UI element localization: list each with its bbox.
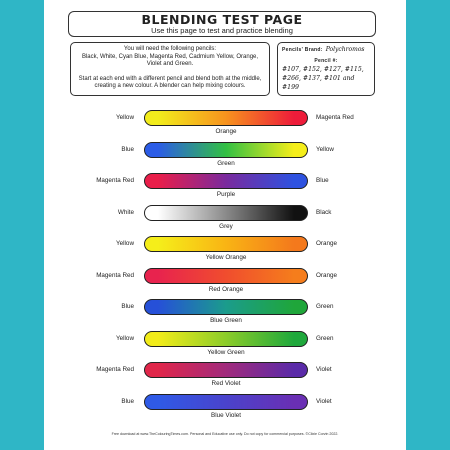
blend-swatch bbox=[144, 362, 308, 378]
blend-swatch bbox=[144, 331, 308, 347]
blend-row bbox=[44, 331, 406, 361]
blend-swatch bbox=[144, 142, 308, 158]
pencil-numbers bbox=[282, 65, 370, 92]
brand-box bbox=[277, 42, 375, 96]
blend-swatch bbox=[144, 236, 308, 252]
blend-swatch bbox=[144, 299, 308, 315]
blend-swatch bbox=[144, 394, 308, 410]
blend-row bbox=[44, 268, 406, 298]
result-colour-label: Red Violet bbox=[211, 380, 241, 387]
end-colour-label: Orange bbox=[316, 271, 338, 279]
brand-value: Polychromos bbox=[325, 46, 365, 53]
start-colour-label: Magenta Red bbox=[96, 271, 134, 279]
result-colour-label: Yellow Green bbox=[207, 348, 245, 356]
page-title: BLENDING TEST PAGE bbox=[141, 12, 303, 27]
brand-label: Pencils' Brand: bbox=[282, 47, 323, 53]
instructions-line-1: You will need the following pencils: bbox=[123, 46, 217, 52]
blend-row bbox=[44, 394, 406, 424]
blend-row bbox=[44, 205, 406, 235]
title-box bbox=[68, 11, 376, 37]
instructions-box bbox=[70, 42, 270, 96]
pencil-numbers-line-1: #107, #152, #127, #115, bbox=[282, 66, 364, 73]
blend-row bbox=[44, 173, 406, 203]
blend-swatch bbox=[144, 205, 308, 221]
result-colour-label: Purple bbox=[216, 191, 236, 198]
start-colour-label: Yellow bbox=[116, 114, 134, 121]
end-colour-label: Black bbox=[316, 208, 332, 216]
end-colour-label: Green bbox=[316, 303, 334, 310]
footer-note: Free download at www.TheColouringTimes.com. Personal and Educative use only. Do not copy for commercial purposes. ©Clixie Corvin 2022. bbox=[111, 432, 339, 436]
end-colour-label: Violet bbox=[316, 397, 332, 405]
instructions-line-2: Black, White, Cyan Blue, Magenta Red, Cadmium Yellow, Orange, Violet and Green. bbox=[81, 53, 259, 67]
page-subtitle: Use this page to test and practice blending bbox=[151, 26, 293, 35]
end-colour-label: Blue bbox=[316, 177, 329, 184]
pencil-numbers-line-2: #266, #137, #101 and #199 bbox=[282, 75, 355, 91]
start-colour-label: Magenta Red bbox=[96, 366, 134, 373]
end-colour-label: Violet bbox=[316, 366, 332, 373]
end-colour-label: Orange bbox=[316, 240, 338, 247]
result-colour-label: Blue Green bbox=[210, 317, 242, 324]
start-colour-label: Blue bbox=[121, 397, 134, 405]
start-colour-label: Yellow bbox=[116, 240, 134, 247]
end-colour-label: Green bbox=[316, 334, 334, 342]
result-colour-label: Grey bbox=[219, 222, 233, 230]
result-colour-label: Orange bbox=[215, 128, 237, 135]
worksheet-page bbox=[44, 0, 406, 450]
result-colour-label: Red Orange bbox=[208, 285, 244, 293]
end-colour-label: Magenta Red bbox=[316, 114, 354, 121]
blend-row bbox=[44, 110, 406, 140]
pencil-label: Pencil #: bbox=[314, 58, 338, 64]
blend-swatch bbox=[144, 173, 308, 189]
result-colour-label: Yellow Orange bbox=[205, 254, 247, 261]
blend-row bbox=[44, 142, 406, 172]
blend-row bbox=[44, 299, 406, 329]
result-colour-label: Blue Violet bbox=[211, 411, 241, 419]
start-colour-label: Magenta Red bbox=[96, 177, 134, 184]
blend-swatch bbox=[144, 110, 308, 126]
blend-swatch bbox=[144, 268, 308, 284]
start-colour-label: Yellow bbox=[116, 334, 134, 342]
blend-row bbox=[44, 362, 406, 392]
result-colour-label: Green bbox=[217, 159, 235, 167]
start-colour-label: Blue bbox=[121, 145, 134, 153]
end-colour-label: Yellow bbox=[316, 145, 334, 153]
instructions-line-3: Start at each end with a different pencil and blend both at the middle, creating a new colour. A blender can help mixing colours. bbox=[78, 75, 262, 89]
start-colour-label: Blue bbox=[121, 303, 134, 310]
blend-row bbox=[44, 236, 406, 266]
start-colour-label: White bbox=[117, 208, 134, 216]
